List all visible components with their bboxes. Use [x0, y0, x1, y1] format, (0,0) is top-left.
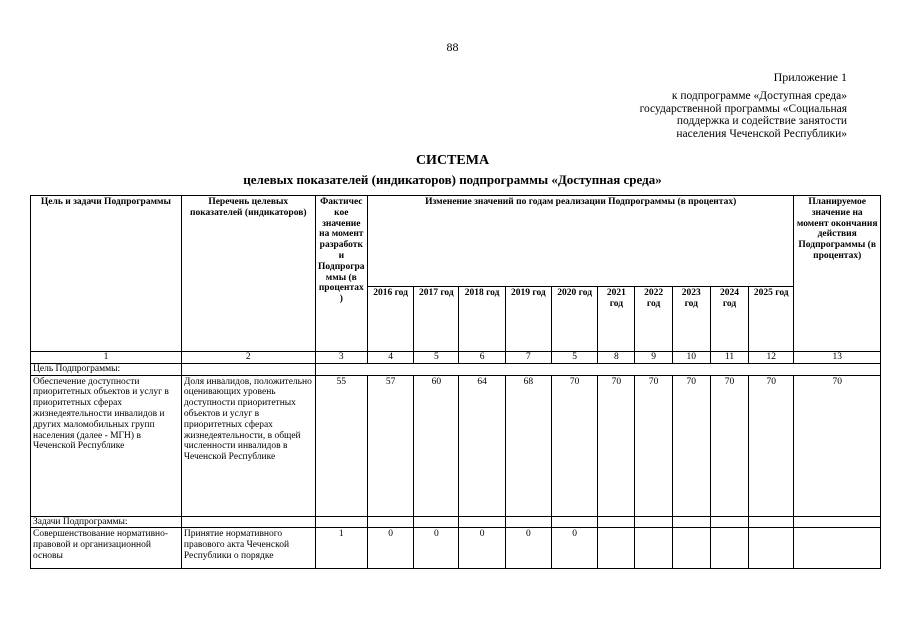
header-year: 2022 год — [635, 287, 672, 352]
empty-cell — [635, 516, 672, 528]
year-value — [749, 528, 794, 569]
appendix-reference-line: поддержка и содействие занятости — [676, 115, 847, 127]
year-value: 0 — [505, 528, 551, 569]
indicator-cell: Доля инвалидов, положительно оценивающих уровень доступности приоритетных объектов и услуг в приоритетных сферах жизнедеятельности, в общей численности инвалидов в Чеченской Республике — [181, 375, 315, 516]
empty-cell — [414, 516, 459, 528]
header-year: 2023 год — [672, 287, 710, 352]
document-subtitle: целевых показателей (индикаторов) подпрограммы «Доступная среда» — [243, 172, 662, 187]
column-number: 10 — [672, 352, 710, 364]
header-year: 2016 год — [367, 287, 413, 352]
year-value: 70 — [635, 375, 672, 516]
year-value: 0 — [459, 528, 505, 569]
column-number: 11 — [710, 352, 748, 364]
indicators-table — [30, 195, 881, 569]
empty-cell — [794, 516, 881, 528]
empty-cell — [315, 516, 367, 528]
year-value: 64 — [459, 375, 505, 516]
year-value: 68 — [505, 375, 551, 516]
year-value: 0 — [414, 528, 459, 569]
column-number: 2 — [181, 352, 315, 364]
year-value — [710, 528, 748, 569]
header-year: 2019 год — [505, 287, 551, 352]
header-year: 2018 год — [459, 287, 505, 352]
year-value: 70 — [749, 375, 794, 516]
column-number: 13 — [794, 352, 881, 364]
empty-cell — [505, 516, 551, 528]
year-value — [672, 528, 710, 569]
column-numbers-row — [31, 352, 881, 364]
empty-cell — [181, 363, 315, 375]
year-value: 57 — [367, 375, 413, 516]
year-value — [635, 528, 672, 569]
column-number: 5 — [414, 352, 459, 364]
empty-cell — [315, 363, 880, 375]
column-number: 6 — [459, 352, 505, 364]
year-value: 0 — [552, 528, 598, 569]
year-value: 70 — [552, 375, 598, 516]
year-value: 0 — [367, 528, 413, 569]
header-planned: Планируемое значение на момент окончания действия Подпрограммы (в процентах) — [794, 196, 881, 352]
empty-cell — [710, 516, 748, 528]
header-row — [31, 196, 881, 287]
page-number: 88 — [446, 40, 459, 54]
column-number: 1 — [31, 352, 182, 364]
year-value: 70 — [672, 375, 710, 516]
header-year: 2024 год — [710, 287, 748, 352]
goal-cell: Обеспечение доступности приоритетных объектов и услуг в приоритетных сферах жизнедеятельности инвалидов и других маломобильных групп населения (далее - МГН) в Чеченской Республике — [31, 375, 182, 516]
column-number: 5 — [552, 352, 598, 364]
planned-value — [794, 528, 881, 569]
year-value — [598, 528, 635, 569]
actual-value: 55 — [315, 375, 367, 516]
column-number: 12 — [749, 352, 794, 364]
empty-cell — [749, 516, 794, 528]
empty-cell — [459, 516, 505, 528]
goal-cell: Совершенствование нормативно-правовой и организационной основы — [31, 528, 182, 569]
indicator-cell: Принятие нормативного правового акта Чеченской Республики о порядке — [181, 528, 315, 569]
column-number: 3 — [315, 352, 367, 364]
header-actual: Фактическое значение на момент разработки Подпрограммы (в процентах) — [315, 196, 367, 352]
year-value: 70 — [710, 375, 748, 516]
goal-label-row — [31, 363, 881, 375]
column-number: 8 — [598, 352, 635, 364]
table-row — [31, 375, 881, 516]
document-title: СИСТЕМА — [415, 153, 490, 168]
column-number: 4 — [367, 352, 413, 364]
empty-cell — [181, 516, 315, 528]
header-goal: Цель и задачи Подпрограммы — [31, 196, 182, 352]
year-value: 70 — [598, 375, 635, 516]
header-year: 2020 год — [552, 287, 598, 352]
year-value: 60 — [414, 375, 459, 516]
header-year: 2025 год — [749, 287, 794, 352]
tasks-label-row — [31, 516, 881, 528]
planned-value: 70 — [794, 375, 881, 516]
actual-value: 1 — [315, 528, 367, 569]
appendix-reference-line: государственной программы «Социальная — [639, 102, 847, 115]
goal-label: Цель Подпрограммы: — [31, 363, 182, 375]
empty-cell — [367, 516, 413, 528]
column-number: 9 — [635, 352, 672, 364]
header-year: 2021 год — [598, 287, 635, 352]
empty-cell — [672, 516, 710, 528]
header-year: 2017 год — [414, 287, 459, 352]
appendix-reference — [547, 90, 847, 140]
empty-cell — [552, 516, 598, 528]
appendix-label: Приложение 1 — [773, 70, 847, 84]
empty-cell — [598, 516, 635, 528]
header-indicators: Перечень целевых показателей (индикаторов) — [181, 196, 315, 352]
appendix-reference-line: населения Чеченской Республики» — [676, 127, 847, 140]
tasks-label: Задачи Подпрограммы: — [31, 516, 182, 528]
header-change: Изменение значений по годам реализации Подпрограммы (в процентах) — [367, 196, 793, 287]
column-number: 7 — [505, 352, 551, 364]
appendix-reference-line: к подпрограмме «Доступная среда» — [671, 90, 847, 102]
table-row — [31, 528, 881, 569]
